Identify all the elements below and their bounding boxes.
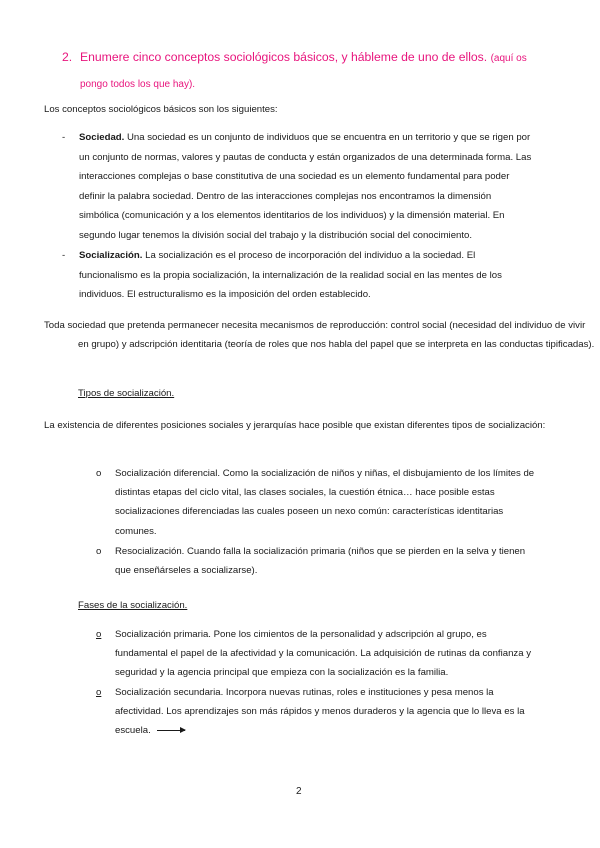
type-item-diferencial [96,464,536,541]
bullet-term: Sociedad. [79,132,125,143]
question-aside-line2: pongo todos los que hay). [80,79,196,90]
item-marker: o [96,629,102,640]
bullet-marker: - [62,250,66,261]
question-number: 2. [62,50,73,64]
item-marker: o [96,546,102,557]
types-intro: La existencia de diferentes posiciones sociales y jerarquías hace posible que existan diferentes tipos de socialización: [44,420,546,431]
item-text: Resocialización. Cuando falla la socialización primaria (niños que se pierden en la selva y tienen que enseñárseles a socializarse). [115,546,526,577]
bullet-text: Una sociedad es un conjunto de individuos que se encuentra en un territorio y que se rigen por un conjunto de normas, valores y pautas de conducta y están organizados de una determinada forma. Las interacciones complejas o base constitutiva de una sociedad es un elemento fundamental para poder definir la palabra sociedad. Dentro de las interacciones complejas nos encontramos la dimensión simbólica (comunicación y a los elementos identitarios de los individuos) y la dimensión material. En segundo lugar tenemos la división social del trabajo y la distribución social del conocimiento. [79,132,532,241]
item-text: Socialización primaria. Pone los cimientos de la personalidad y adscripción al grupo, es fundamental el papel de la afectividad y la comunicación. La adquisición de rutinas da confianza y seguridad y la agencia principal que empieza con la socialización es la familia. [115,629,531,679]
phases-heading: Fases de la socialización. [78,600,188,611]
item-marker: o [96,468,102,479]
item-text: Socialización secundaria. Incorpora nuevas rutinas, roles e instituciones y pesa menos la afectividad. Los aprendizajes son más rápidos y menos duraderos y la agencia que lo lleva es la escuela. [115,687,525,737]
reproduction-paragraph: Toda sociedad que pretenda permanecer necesita mecanismos de reproducción: control social (necesidad del individuo de vivir en grupo) y adscripción identitaria (teoría de roles que nos habla del papel que se interpreta en las conductas tipificadas). [44,320,595,350]
bullet-socializacion [62,246,532,305]
phase-item-secundaria [96,683,536,741]
bullet-marker: - [62,132,66,143]
item-text: Socialización diferencial. Como la socialización de niños y niñas, el disbujamiento de los límites de distintas etapas del ciclo vital, las clases sociales, la cuestión étnica… hace posible estas socializaciones diferenciadas las cuales poseen un nexo común: características identitarias comunes. [115,468,535,537]
intro-paragraph: Los conceptos sociológicos básicos son los siguientes: [44,104,278,115]
item-marker: o [96,687,102,698]
bullet-term: Socialización. [79,250,143,261]
question-title: Enumere cinco conceptos sociológicos básicos, y hábleme de uno de ellos. [80,50,488,64]
page-number: 2 [296,786,302,797]
phase-item-primaria [96,625,536,683]
question-aside-line1: (aquí os [490,53,527,64]
question-heading [62,44,562,98]
type-item-resocializacion [96,542,536,580]
bullet-sociedad [62,128,532,246]
arrow-right-icon [157,730,185,731]
types-heading: Tipos de socialización. [78,388,175,399]
bullet-text: La socialización es el proceso de incorporación del individuo a la sociedad. El funcionalismo es la propia socialización, la internalización de la realidad social en las mentes de los individuos. El estructuralismo es la imposición del orden establecido. [79,250,502,301]
